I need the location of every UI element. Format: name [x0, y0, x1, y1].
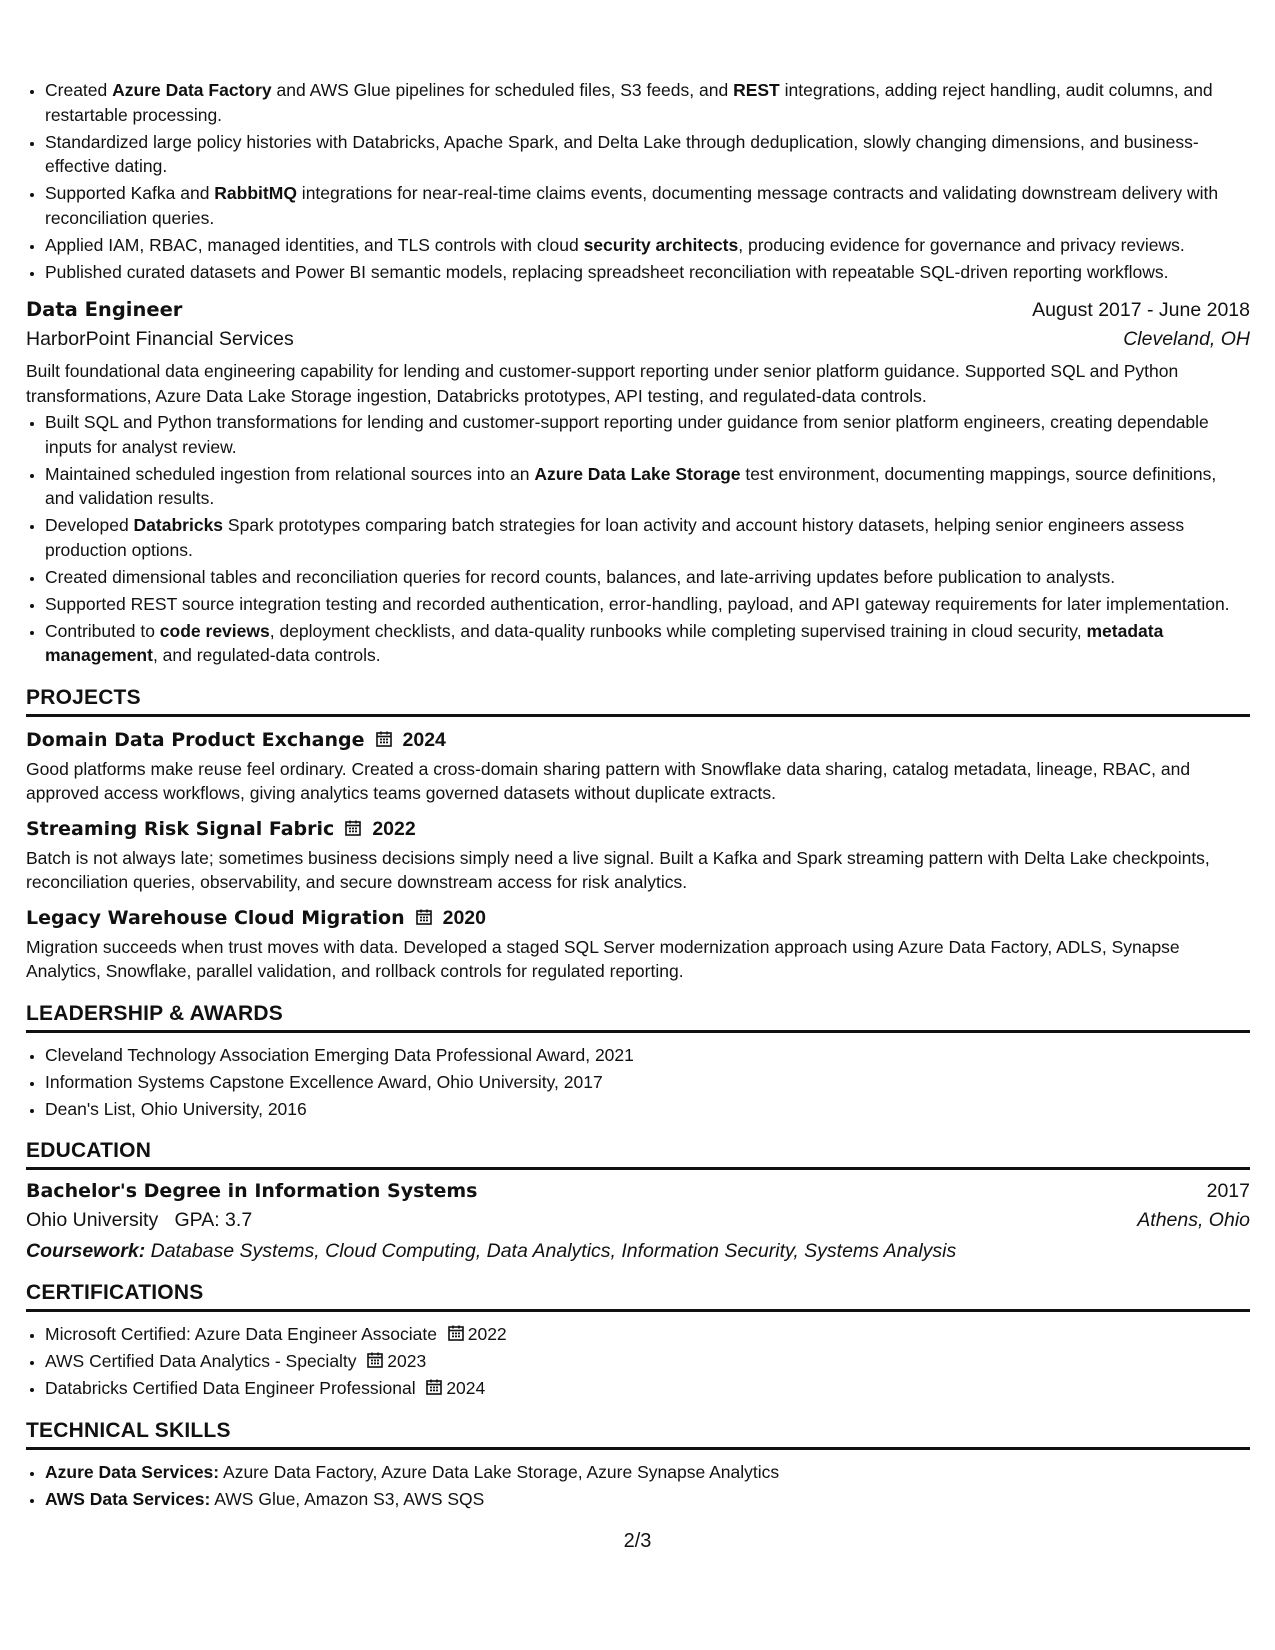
project-description: Good platforms make reuse feel ordinary. Created a cross-domain sharing pattern with Snowflake data sharing, catalog metadata, lineage, RBAC, and approved access workflows, giving analytics teams governed datasets without duplicate extracts.	[26, 758, 1191, 803]
calendar-icon	[366, 1351, 384, 1371]
certification-year: 2022	[467, 1324, 507, 1344]
bold-keyword: RabbitMQ	[214, 183, 297, 203]
education-school-line	[26, 1209, 252, 1232]
list-item: • Dean's List, Ohio University, 2016	[45, 1097, 1250, 1122]
leadership-list	[26, 1043, 1250, 1122]
certifications-heading: CERTIFICATIONS	[26, 1281, 1250, 1312]
project-year: 2022	[372, 817, 416, 840]
project-year: 2024	[402, 728, 446, 751]
list-item: • Published curated datasets and Power BI semantic models, replacing spreadsheet reconciliation with repeatable SQL-driven reporting workflows.	[45, 260, 1250, 285]
job-title: Data Engineer	[26, 298, 183, 321]
certification-name: AWS Certified Data Analytics - Specialty	[45, 1351, 357, 1371]
page-number: 2/3	[623, 1530, 652, 1552]
job-header	[26, 298, 1250, 322]
list-item: • Built SQL and Python transformations for lending and customer-support reporting under guidance from senior platform engineers, creating dependable inputs for analyst review.	[45, 410, 1250, 459]
education-heading: EDUCATION	[26, 1139, 1250, 1170]
job-summary: Built foundational data engineering capability for lending and customer-support reporting under senior platform guidance. Supported SQL and Python transformations, Azure Data Lake Storage ingestion, Databricks prototypes, API testing, and regulated-data controls.	[26, 361, 1179, 406]
project-header	[26, 818, 1250, 841]
list-item	[45, 1376, 1250, 1401]
list-item: • Created dimensional tables and reconciliation queries for record counts, balances, and late-arriving updates before publication to analysts.	[45, 565, 1250, 590]
project-title: Streaming Risk Signal Fabric	[26, 818, 335, 840]
calendar-icon	[447, 1324, 465, 1344]
education-header	[26, 1180, 1250, 1203]
coursework-list: Database Systems, Cloud Computing, Data Analytics, Information Security, Systems Analysis	[150, 1240, 957, 1262]
job-bullets	[26, 410, 1250, 668]
skill-label: Azure Data Services:	[45, 1461, 220, 1482]
project-description: Batch is not always late; sometimes business decisions simply need a live signal. Built a Kafka and Spark streaming pattern with Delta Lake checkpoints, reconciliation queries, observability, and secure downstream access for risk analytics.	[26, 847, 1210, 892]
list-item: • Cleveland Technology Association Emerging Data Professional Award, 2021	[45, 1043, 1250, 1068]
list-item	[45, 1322, 1250, 1347]
bold-keyword: metadata management	[45, 620, 1164, 665]
skill-value: AWS Glue, Amazon S3, AWS SQS	[214, 1488, 485, 1509]
education-year: 2017	[1206, 1180, 1250, 1202]
job-location: Cleveland, OH	[1123, 328, 1250, 350]
bold-keyword: REST	[733, 80, 780, 100]
list-item: • Applied IAM, RBAC, managed identities, and TLS controls with cloud security architects, producing evidence for governance and privacy reviews.	[45, 233, 1250, 258]
previous-job-bullets	[26, 78, 1250, 284]
project-title: Domain Data Product Exchange	[26, 729, 365, 751]
bold-keyword: Azure Data Lake Storage	[534, 463, 741, 484]
project-item	[26, 818, 1250, 895]
project-title: Legacy Warehouse Cloud Migration	[26, 907, 405, 929]
education-coursework	[26, 1240, 1250, 1263]
education-degree: Bachelor's Degree in Information Systems	[26, 1180, 478, 1202]
certification-name: Microsoft Certified: Azure Data Engineer Associate	[45, 1324, 437, 1344]
job-dates: August 2017 - June 2018	[1032, 299, 1250, 321]
project-header	[26, 907, 1250, 930]
calendar-icon	[375, 730, 393, 751]
list-item: • Developed Databricks Spark prototypes comparing batch strategies for loan activity and account history datasets, helping senior engineers assess production options.	[45, 513, 1250, 562]
project-description: Migration succeeds when trust moves with data. Developed a staged SQL Server modernization approach using Azure Data Factory, ADLS, Synapse Analytics, Snowflake, parallel validation, and rollback controls for regulated reporting.	[26, 936, 1180, 981]
list-item: • Supported Kafka and RabbitMQ integrations for near-real-time claims events, documenting message contracts and validating downstream delivery with reconciliation queries.	[45, 181, 1250, 230]
skill-label: AWS Data Services:	[45, 1488, 211, 1509]
skills-list	[26, 1460, 1250, 1512]
calendar-icon	[425, 1378, 443, 1398]
projects-heading: PROJECTS	[26, 686, 1250, 717]
coursework-label: Coursework:	[26, 1240, 146, 1262]
project-year: 2020	[442, 906, 486, 929]
job-company: HarborPoint Financial Services	[26, 328, 294, 350]
education-school: Ohio University	[26, 1209, 159, 1231]
list-item: • Maintained scheduled ingestion from relational sources into an Azure Data Lake Storage test environment, documenting mappings, source definitions, and validation results.	[45, 462, 1250, 511]
list-item	[45, 1460, 1250, 1485]
education-gpa: GPA: 3.7	[174, 1209, 253, 1231]
education-subheader	[26, 1209, 1250, 1232]
list-item: • Standardized large policy histories with Databricks, Apache Spark, and Delta Lake through deduplication, slowly changing dimensions, and business-effective dating.	[45, 130, 1250, 179]
list-item	[45, 1487, 1250, 1512]
list-item: • Supported REST source integration testing and recorded authentication, error-handling, payload, and API gateway requirements for later implementation.	[45, 592, 1250, 617]
calendar-icon	[415, 908, 433, 929]
calendar-icon	[344, 819, 362, 840]
skills-heading: TECHNICAL SKILLS	[26, 1419, 1250, 1450]
bold-keyword: Databricks	[133, 515, 224, 535]
certification-year: 2023	[387, 1351, 427, 1371]
certification-year: 2024	[446, 1378, 486, 1398]
certifications-list	[26, 1322, 1250, 1401]
certification-name: Databricks Certified Data Engineer Professional	[45, 1378, 416, 1398]
resume-page	[26, 78, 1250, 1514]
bold-keyword: Azure Data Factory	[112, 80, 272, 100]
project-item	[26, 907, 1250, 984]
list-item: • Information Systems Capstone Excellence Award, Ohio University, 2017	[45, 1070, 1250, 1095]
bold-keyword: security architects	[583, 234, 739, 255]
bold-keyword: code reviews	[159, 620, 270, 641]
list-item	[45, 1349, 1250, 1374]
list-item: • Contributed to code reviews, deployment checklists, and data-quality runbooks while completing supervised training in cloud security, metadata management, and regulated-data controls.	[45, 619, 1250, 668]
leadership-heading: LEADERSHIP & AWARDS	[26, 1002, 1250, 1033]
job-subheader	[26, 328, 1250, 351]
project-item	[26, 729, 1250, 806]
list-item: • Created Azure Data Factory and AWS Glue pipelines for scheduled files, S3 feeds, and REST integrations, adding reject handling, audit columns, and restartable processing.	[45, 78, 1250, 127]
skill-value: Azure Data Factory, Azure Data Lake Storage, Azure Synapse Analytics	[223, 1461, 780, 1482]
education-location: Athens, Ohio	[1137, 1209, 1250, 1231]
project-header	[26, 729, 1250, 752]
